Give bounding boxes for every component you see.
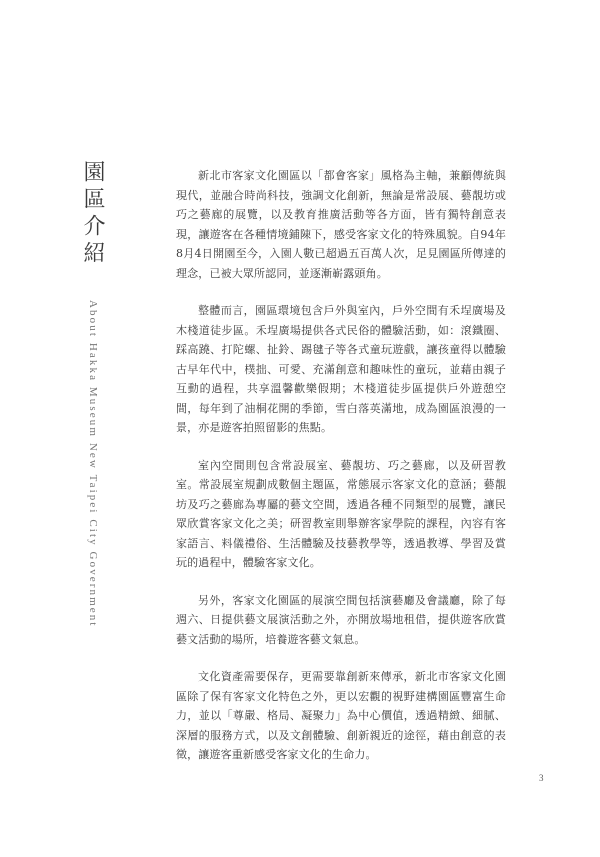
page-number: 3 <box>539 773 544 783</box>
paragraph-performance: 另外，客家文化園區的展演空間包括演藝廳及會議廳，除了每週六、日提供藝文展演活動之外，亦開放場地租借，提供遊客欣賞藝文活動的場所，培養遊客藝文氣息。 <box>176 593 506 646</box>
paragraph-heritage: 文化資產需要保存，更需要靠創新來傳承，新北市客家文化園區除了保有客家文化特色之外，更以宏觀的視野建構園區豐富生命力，並以「尊嚴、格局、凝聚力」為中心價值，透過精緻、細膩、深層的服務方式，以及文創體驗、創新親近的途徑，藉由創意的表徵，讓遊客重新感受客家文化的生命力。 <box>176 670 506 761</box>
page-subtitle: About Hakka Museum New Taipei City Government <box>87 300 99 628</box>
paragraph-outdoor: 整體而言，園區環境包含戶外與室內，戶外空間有禾埕廣場及木棧道徒步區。禾埕廣場提供各式民俗的體驗活動，如：滾鐵圈、踩高蹺、打陀螺、扯鈴、踢毽子等各式童玩遊戲，讓孩童得以體驗古早年代中，樸拙、可愛、充滿創意和趣味性的童玩，並藉由親子互動的過程，共享溫馨歡樂假期；木棧道徒步區提供戶外遊憩空間，每年到了油桐花開的季節，雪白落英滿地，成為園區浪漫的一景，亦是遊客拍照留影的焦點。 <box>176 304 506 434</box>
page-title: 園區介紹 <box>80 160 105 268</box>
paragraph-indoor: 室內空間則包含常設展室、藝靚坊、巧之藝廊，以及研習教室。常設展室規劃成數個主題區，常態展示客家文化的意涵；藝靚坊及巧之藝廊為專屬的藝文空間，透過各種不同類型的展覽，讓民眾欣賞客家文化之美；研習教室則舉辦客家學院的課程，內容有客家語言、料儀禮俗、生活體驗及技藝教學等，透過教導、學習及賞玩的過程中，體驗客家文化。 <box>176 458 506 569</box>
paragraph-intro: 新北市客家文化園區以「都會客家」風格為主軸，兼顧傳統與現代，並融合時尚科技，強調文化創新，無論是常設展、藝靚坊或巧之藝廊的展覽，以及教育推廣活動等各方面，皆有獨特創意表現，讓遊客在各種情境鋪陳下，感受客家文化的特殊風貌。自94年8月4日開園至今，入園人數已超過五百萬人次，足見園區所傳達的理念，已被大眾所認同，並逐漸嶄露頭角。 <box>176 169 506 280</box>
article-body <box>176 166 506 783</box>
